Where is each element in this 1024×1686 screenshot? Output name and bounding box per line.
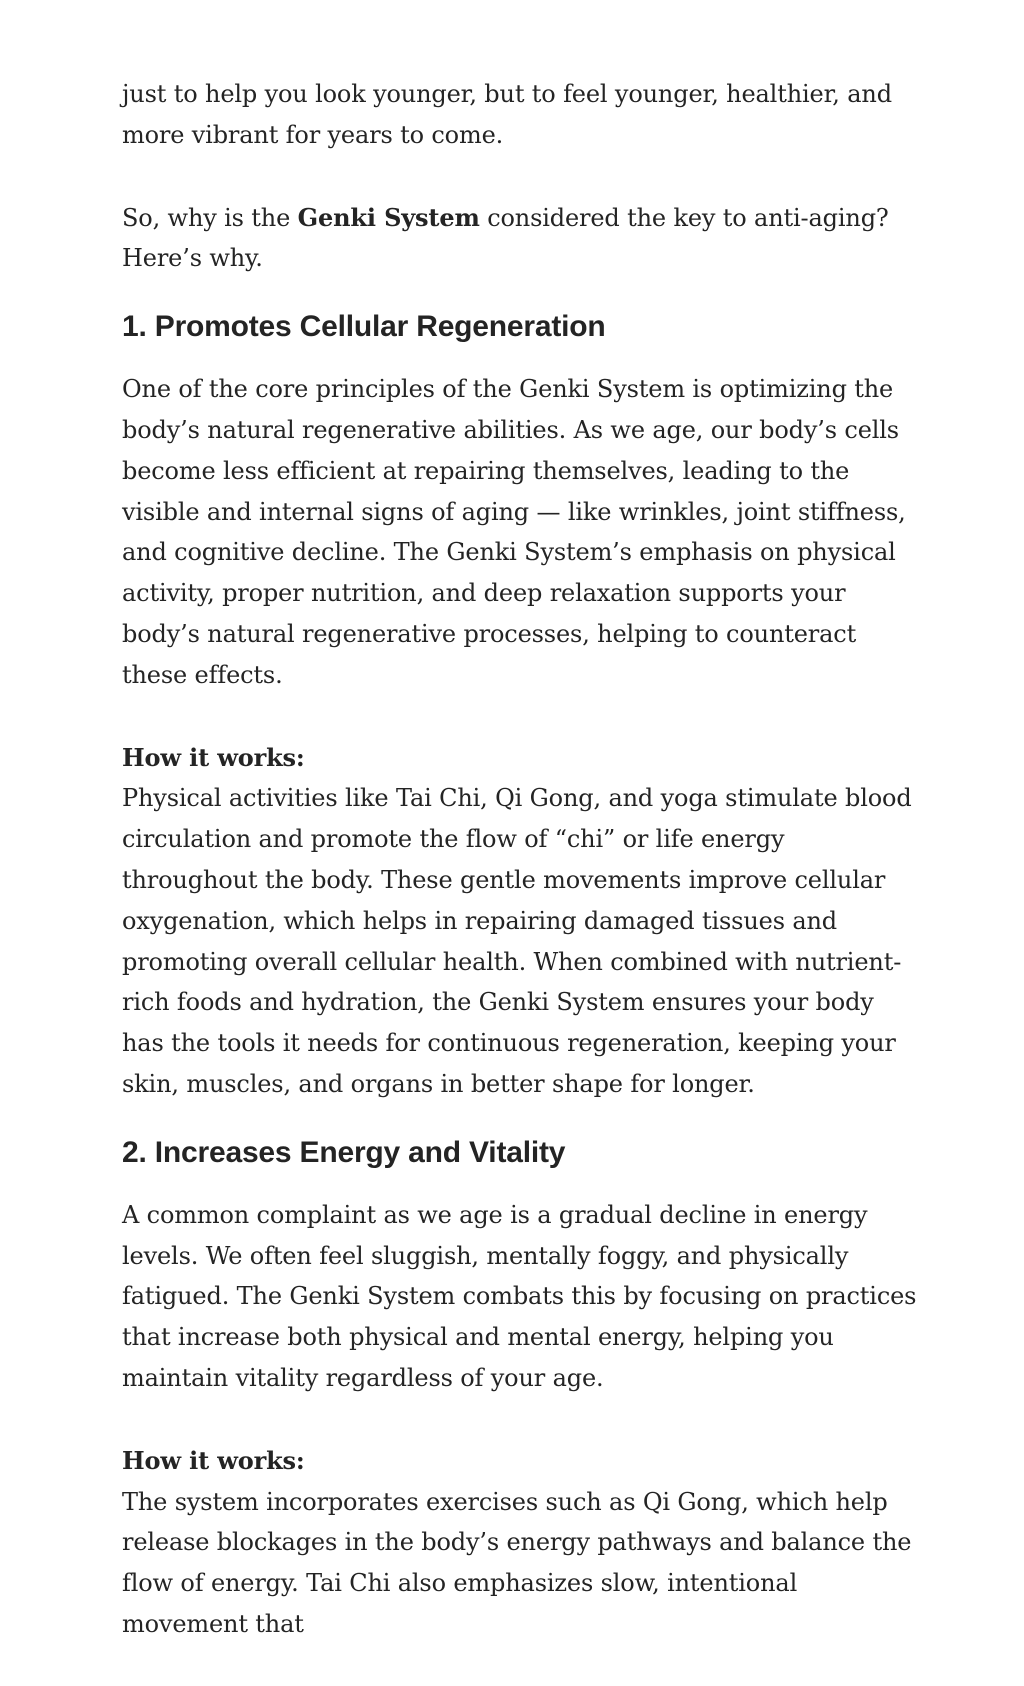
intro-question-lead: So, why is the: [122, 203, 298, 232]
how-it-works-text: Physical activities like Tai Chi, Qi Gong, and yoga stimulate blood circulation and promote the flow of “chi” or life energy throughout the body. These gentle movements improve cellular oxygenation, which helps in repairing damaged tissues and promoting overall cellular health. When combined with nutrient-rich foods and hydration, the Genki System ensures your body has the tools it needs for continuous regeneration, keeping your skin, muscles, and organs in better shape for longer.: [122, 784, 912, 1098]
intro-paragraph: just to help you look younger, but to feel younger, healthier, and more vibrant for years to come.: [122, 80, 892, 149]
section-paragraph: One of the core principles of the Genki System is optimizing the body’s natural regenerative abilities. As we age, our body’s cells become less efficient at repairing themselves, leading to the visible and internal signs of aging — like wrinkles, joint stiffness, and cognitive decline. The Genki System’s emphasis on physical activity, proper nutrition, and deep relaxation supports your body’s natural regenerative processes, helping to counteract these effects.: [122, 375, 906, 689]
section-energy-vitality: [122, 1133, 922, 1645]
section-paragraph: A common complaint as we age is a gradual decline in energy levels. We often feel sluggish, mentally foggy, and physically fatigued. The Genki System combats this by focusing on practices that increase both physical and mental energy, helping you maintain vitality regardless of your age.: [122, 1200, 917, 1392]
article-body: [122, 74, 922, 1645]
how-it-works-text: The system incorporates exercises such as Qi Gong, which help release blockages in the body’s energy pathways and balance the flow of energy. Tai Chi also emphasizes slow, intentional movement that: [122, 1487, 912, 1638]
genki-system-emphasis: Genki System: [297, 202, 480, 232]
section-cellular-regeneration: [122, 307, 922, 1105]
how-it-works-label: How it works:: [122, 742, 305, 772]
how-it-works-block: [122, 738, 922, 1105]
how-it-works-label: How it works:: [122, 1445, 305, 1475]
section-heading: 2. Increases Energy and Vitality: [122, 1135, 566, 1169]
intro-question-tail: considered the key to anti-aging? Here’s why.: [122, 203, 889, 273]
section-heading: 1. Promotes Cellular Regeneration: [122, 310, 606, 344]
intro-question-paragraph: [122, 198, 922, 280]
how-it-works-block: [122, 1441, 922, 1645]
